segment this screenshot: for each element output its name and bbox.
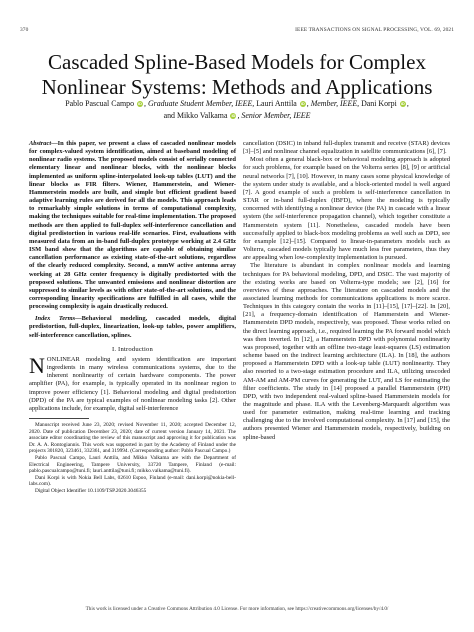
body-paragraph: The literature is abundant in complex nonlinear models and learning techniques for PA behavioral modeling, DPD, and DSIC. The vast majority of the existing works are based on Volterra-type models; see [2], [16] for overviews of these approaches. The literature on cascaded models and the associated learning methods for communications applications is more scarce. Techniques in this category contain the works in [11]–[15], [17]–[22]. In [20], [21], a frequency-domain identification of Hammerstein and Wiener-Hammerstein DPD models, respectively, was proposed. These works relied on the direct learning approach, i.e., required learning the PA forward model which was then inverted. In [12], a Hammerstein DPD with polynomial nonlinearity was proposed, together with an offline two-stage least-squares (LS) estimation scheme based on the indirect learning architecture (ILA). In [18], the authors proposed a Hammerstein DPD with a look-up table (LUT) nonlinearity. They also resorted to a two-stage estimation procedure and ILA, utilizing unscoded AM-AM and AM-PM curves for generating the LUT, and LS for estimating the filter coefficients. The study in [14] proposed a parallel Hammerstein (PH) DPD, with two independent real-valued spline-based Hammerstein models for the magnitude and phase. ILA with the Levenberg-Marquardt algorithm was used for parameter estimation, making real-time learning and tracking challenging due to the involved computational complexity. In [17] and [15], the authors presented Wiener and Hammerstein models, respectively, building on spline-based [243, 262, 450, 441]
orcid-icon[interactable]: iD [300, 101, 305, 106]
journal-header: IEEE TRANSACTIONS ON SIGNAL PROCESSING, VOL. 69, 2021 [295, 27, 454, 33]
body-paragraph: cancellation (DSIC) in inband full-duplex transmit and receive (STAR) devices [3]–[5] and nonlinear channel equalization in satellite communications [6], [7]. [243, 140, 450, 156]
author-conjunction: and [163, 111, 177, 120]
author-name: Pablo Pascual Campo [65, 99, 135, 108]
orcid-icon[interactable]: iD [231, 113, 236, 118]
section-heading: I. Introduction [111, 345, 154, 353]
footnote-affiliation-nokia: Dani Korpi is with Nokia Bell Labs, 02610 Espoo, Finland (e-mail: dani.korpi@nokia-bell-labs.com). [29, 474, 236, 488]
paper-title [40, 50, 434, 99]
title-line-2: Nonlinear Systems: Methods and Applications [41, 74, 433, 99]
orcid-icon[interactable]: iD [138, 101, 143, 106]
abstract-body: —In this paper, we present a class of cascaded nonlinear models for complex-valued system identification, aimed at baseband modeling of nonlinear radio systems. The proposed models consist of serially connected elementary linear and nonlinear blocks, with the nonlinear blocks implemented as uniform spline-interpolated look-up tables (LUT) and the linear blocks as FIR filters. Wiener, Hammerstein, and Wiener-Hammerstein models are built, and simple but efficient gradient based adaptive learning rules are derived for all the models. This approach leads to remarkably simple solutions in terms of computational complexity, making the techniques suitable for real-time implementation. The proposed methods are then applied to full-duplex self-interference cancellation and digital predistortion in various real-life scenarios. First, evaluations with measured data from an in-band full-duplex prototype working at 2.4 GHz ISM band show that the algorithms are capable of obtaining similar cancellation performance as existing state-of-the-art solutions, regardless of the clearly reduced complexity. Second, a mmW active antenna array working at 28 GHz center frequency is digitally predistorted with the proposed solutions. The unwanted emissions and nonlinear distortion are suppressed to similar levels as with other state-of-the-art solutions, and the corresponding linearity specifications are fulfilled in all cases, while the processing complexity is again drastically reduced. [29, 140, 236, 311]
license-footer [20, 606, 454, 612]
intro-text: modeling and system identification are important ingredients in many wireless communications systems, due to the inherent nonlinearity of certain hardware components. The power amplifier (PA), for example, is typically operated in its nonlinear region to improve power efficiency [1]. Behavioral modeling and digital predistortion (DPD) of the PA are typical examples of nonlinear modeling tasks [2]. Other applications include, for example, digital self-interference [29, 355, 236, 412]
author-line-2 [60, 110, 414, 122]
author-role: , Senior Member, IEEE [237, 111, 311, 120]
first-word-rest: ONLINEAR [46, 355, 80, 363]
author-separator: , [406, 99, 409, 108]
abstract-lead: Abstract [29, 140, 52, 147]
title-line-1: Cascaded Spline-Based Models for Complex [48, 50, 426, 74]
footnote-divider [29, 418, 89, 419]
footnote-doi: Digital Object Identifier 10.1109/TSP.2020.3046355 [35, 487, 147, 494]
left-column [29, 140, 236, 495]
abstract [29, 140, 236, 311]
author-block [60, 98, 414, 122]
body-paragraph: Most often a general black-box or behavioral modeling approach is adopted for such problems, for example based on the Volterra series [8], [9] or artificial neural networks [7], [10]. However, in many cases some physical knowledge of the system under study is available, and a block-oriented model is well argued [7]. A good example of such a problem is self-interference cancellation in STAR or in-band full-duplex (IBFD), where the modeling is typically concerned with identifying a nonlinear device (the PA) in cascade with a linear system (the self-interference propagation channel), which together constitute a Hammerstein system [11]. Nonetheless, cascaded models have been successfully applied to black-box modeling problems as well such as DPD, see for example [12]–[15]. Compared to linear-in-parameters models such as Volterra, cascaded models typically have much less free parameters, thus they are appealing when low-complexity implementation is pursued. [243, 156, 450, 262]
footnote-affiliation-tampere: Pablo Pascual Campo, Lauri Anttila, and Mikko Valkama are with the Department of Electrical Engineering, Tampere University, 33720 Tampere, Finland (e-mail: pablo.pascualcampo@tuni.fi; lauri.anttila@tuni.fi; mikko.valkama@tuni.fi). [29, 454, 236, 475]
author-name: Dani Korpi [359, 99, 397, 108]
author-role: , Graduate Student Member, IEEE, [144, 99, 255, 108]
license-link[interactable]: https://creativecommons.org/licenses/by/4.0/ [295, 606, 389, 612]
intro-paragraph [29, 352, 236, 413]
author-name: Lauri Anttila [254, 99, 297, 108]
index-terms [29, 315, 236, 339]
page-number: 370 [20, 27, 29, 33]
orcid-icon[interactable]: iD [400, 101, 405, 106]
license-text: This work is licensed under a Creative Commons Attribution 4.0 License. For more information, see [85, 606, 296, 612]
index-terms-body: —Behavioral modeling, cascaded models, digital predistortion, full-duplex, linearization, look-up tables, power amplifiers, self-interference cancellation, splines. [29, 315, 236, 339]
author-role: , Member, IEEE, [306, 99, 360, 108]
author-line-1 [60, 98, 414, 110]
right-column [243, 140, 450, 442]
index-terms-lead: Index Terms [35, 315, 76, 323]
drop-cap: N [29, 352, 45, 378]
footnote-manuscript: Manuscript received June 23, 2020; revised November 11, 2020; accepted December 12, 2020. Date of publication December 23, 2020; date of current version January 14, 2021. The associate editor coordinating the review of this manuscript and approving it for publication was Dr. A. A. Rontogiannis. This work was supported in part by the Academy of Finland under the projects 301820, 323461, 332361, and 319994. (Corresponding author: Pablo Pascual Campo.) [29, 422, 236, 455]
author-name: Mikko Valkama [176, 111, 228, 120]
